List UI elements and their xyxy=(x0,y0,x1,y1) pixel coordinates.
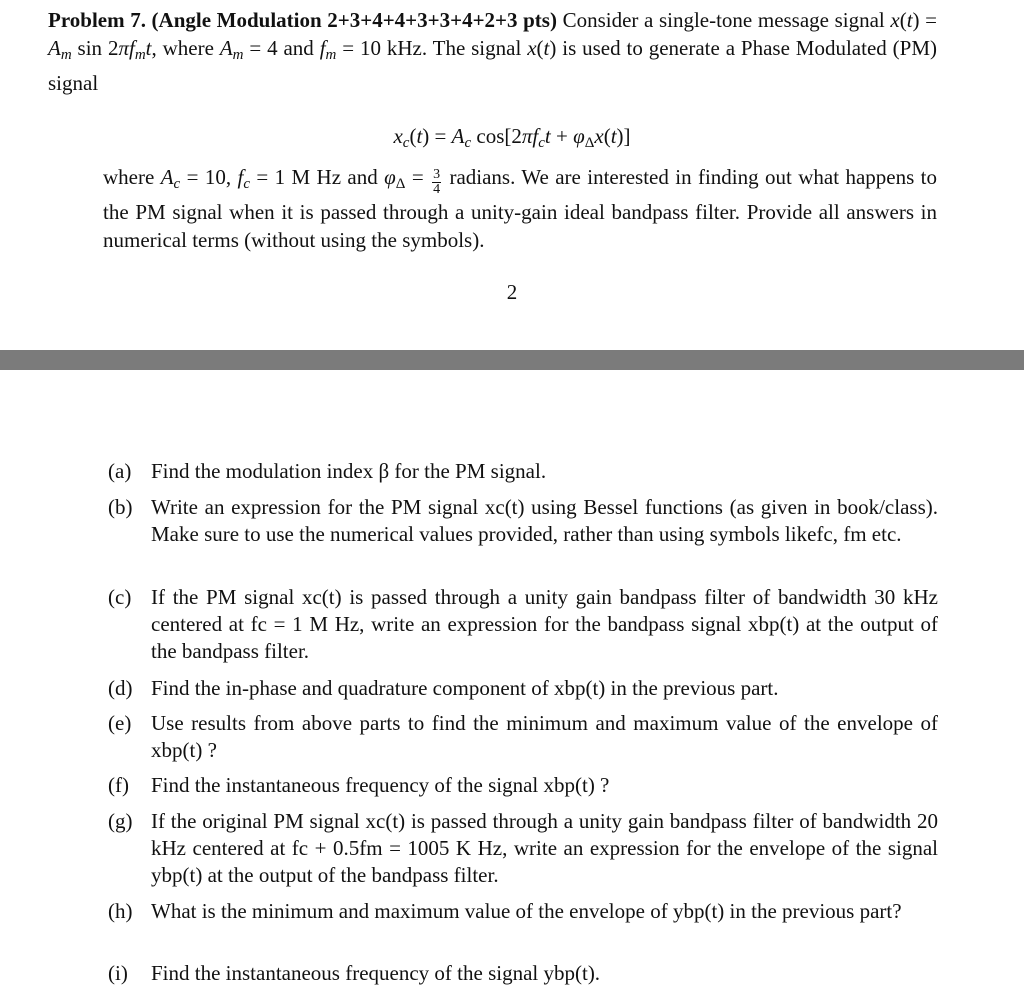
part-text: Find the instantaneous frequency of the signal ybp(t). xyxy=(151,961,601,985)
part-f xyxy=(108,772,938,799)
part-label: (i) xyxy=(108,961,128,985)
display-equation: $x_c(t) = A_c$ $\cos[2\pi f_ct + \varphi_\Delta x(t)]$ xyxy=(393,124,631,151)
part-text: If the original PM signal xc(t) is passed through a unity gain bandpass filter of bandwidth 20 kHz centered at fc + 0.5fm = 1005 K Hz, write an expression for the envelope of the signal ybp(t) at the output of the bandpass filter. xyxy=(151,809,938,887)
part-text: Find the modulation index β for the PM signal. xyxy=(151,459,547,483)
part-label: (g) xyxy=(108,809,133,833)
params-phi: = xyxy=(405,165,431,189)
intro-where: , where xyxy=(151,36,220,60)
problem-intro: Problem 7. (Angle Modulation 2+3+4+4+3+3+4+2+3 pts) Consider a single-tone message signal $x(t) = A_m$ $\sin 2\pi f_mt$, where $A_m = 4$ and $f_m = 10$ kHz. The signal x(t) is used to generate a Phase Modulated (PM) signal xyxy=(48,8,937,95)
part-d xyxy=(108,675,938,702)
message-amp-value: = 4 xyxy=(243,36,278,60)
params-rest: radians. We are interested in finding out what happens to the PM signal when it is passed through a unity-gain ideal bandpass filter. Provide all answers in numerical terms (without using the symbols). xyxy=(103,165,938,252)
page-divider xyxy=(0,350,1024,370)
part-text: What is the minimum and maximum value of the envelope of ybp(t) in the previous part? xyxy=(151,899,902,923)
problem-params: where $A_c = 10$, $f_c = 1$ M Hz and $\varphi_\Delta$ = $\frac{3}{4}$ radians. We are interested in finding out what happens to the PM signal when it is passed through a unity-gain ideal bandpass filter. Provide all answers in numerical terms (without using the symbols). xyxy=(103,165,938,252)
phi-fraction: $\frac{3}{4}$ xyxy=(433,167,441,197)
part-text: Find the in-phase and quadrature component of xbp(t) in the previous part. xyxy=(151,676,779,700)
params-ac: = 10, xyxy=(180,165,238,189)
part-label: (b) xyxy=(108,495,133,519)
params-where: where xyxy=(103,165,161,189)
part-label: (f) xyxy=(108,773,129,797)
part-c xyxy=(108,584,938,665)
message-freq-value: = 10 kHz xyxy=(336,36,422,60)
part-b xyxy=(108,494,938,548)
part-label: (e) xyxy=(108,711,132,735)
intro-end2: is used to generate a Phase Modulated (PM) signal xyxy=(48,36,937,95)
page-number: 2 xyxy=(506,280,518,304)
part-i xyxy=(108,960,938,987)
page-bottom xyxy=(0,370,1024,992)
part-label: (a) xyxy=(108,459,132,483)
part-label: (c) xyxy=(108,585,132,609)
problem-heading: Problem 7. (Angle Modulation 2+3+4+4+3+3+4+2+3 pts) xyxy=(48,8,557,32)
intro-eq: = xyxy=(919,8,937,32)
part-g xyxy=(108,808,938,889)
part-e xyxy=(108,710,938,764)
part-text: Write an expression for the PM signal xc(t) using Bessel functions (as given in book/class). Make sure to use the numerical values provided, rather than using symbols likefc, fm etc. xyxy=(151,495,938,546)
part-text: If the PM signal xc(t) is passed through a unity gain bandpass filter of bandwidth 30 kHz centered at fc = 1 M Hz, write an expression for the bandpass signal xbp(t) at the output of the bandpass filter. xyxy=(151,585,938,663)
part-text: Find the instantaneous frequency of the signal xbp(t) ? xyxy=(151,773,610,797)
part-h xyxy=(108,898,938,925)
params-fc: = 1 M Hz and xyxy=(249,165,385,189)
intro-start: Consider a single-tone message signal xyxy=(562,8,891,32)
page-top xyxy=(0,0,1024,350)
part-label: (d) xyxy=(108,676,133,700)
intro-and: and xyxy=(277,36,320,60)
part-a xyxy=(108,458,938,485)
part-label: (h) xyxy=(108,899,133,923)
part-text: Use results from above parts to find the minimum and maximum value of the envelope of xbp(t) ? xyxy=(151,711,938,762)
intro-end: . The signal xyxy=(421,36,528,60)
math-xt: x xyxy=(890,8,900,32)
